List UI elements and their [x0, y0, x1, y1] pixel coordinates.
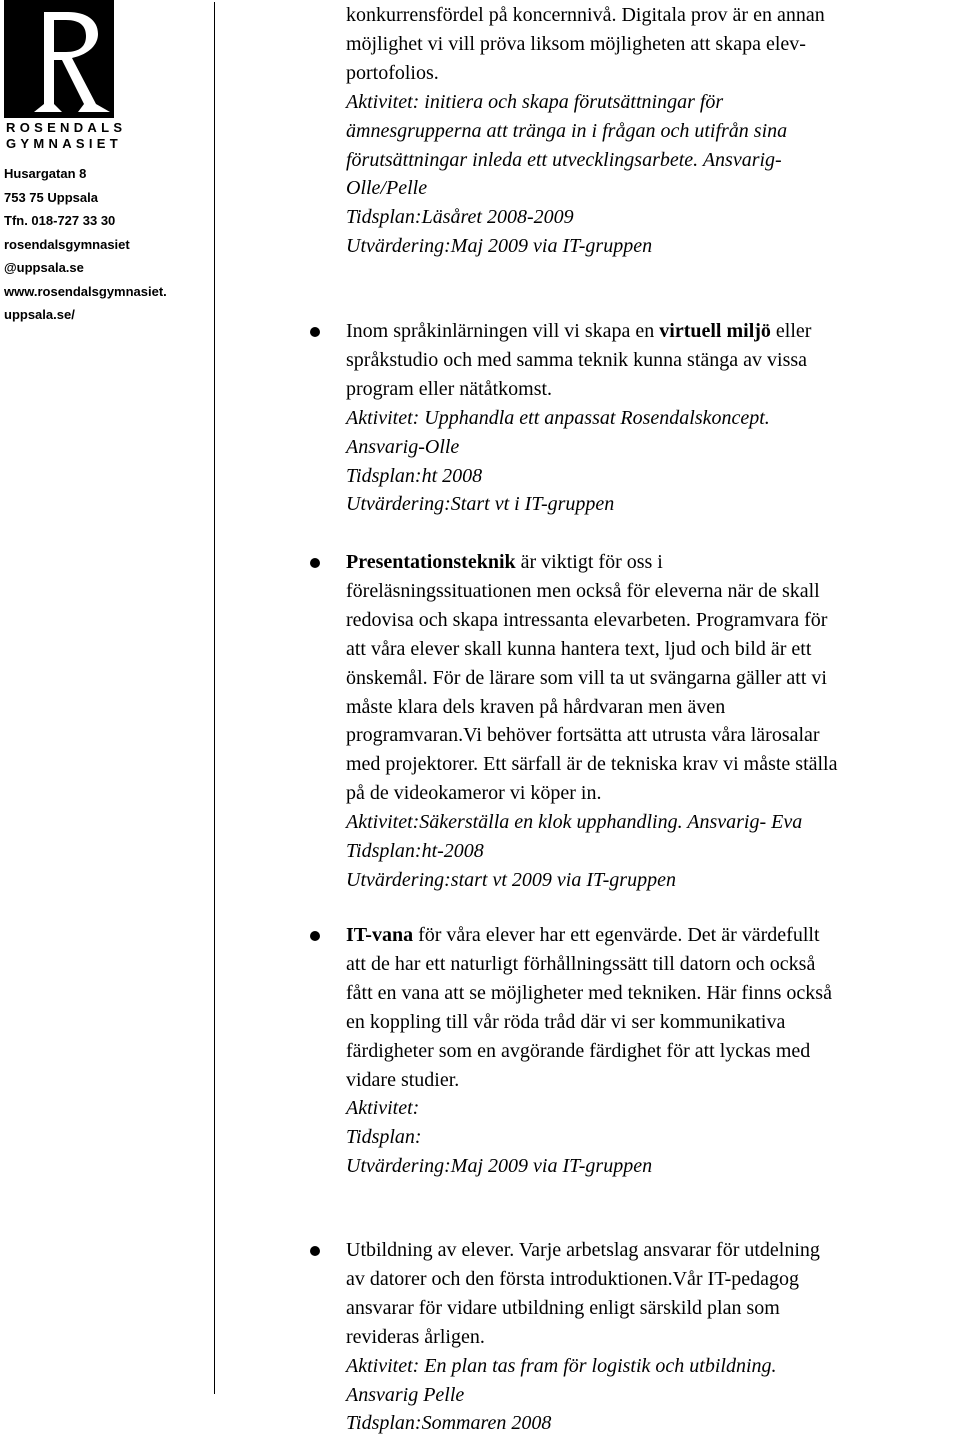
activity-line: ämnesgrupperna att tränga in i frågan och utifrån sina [346, 119, 788, 142]
timeline-line: Tidsplan:Läsåret 2008-2009 [346, 206, 574, 229]
r-logo-icon [4, 0, 114, 118]
text-line: färdigheter som en avgörande färdighet för att lyckas med [346, 1039, 811, 1062]
text-line: vidare studier. [346, 1068, 460, 1091]
text-line: att de har ett naturligt förhållningssätt till datorn och också [346, 952, 816, 975]
activity-line: Aktivitet: En plan tas fram för logistik och utbildning. [346, 1354, 777, 1377]
phone-number: Tfn. 018-727 33 30 [4, 213, 116, 228]
text-span: eller [770, 320, 812, 342]
text-line: måste klara dels kraven på hårdvaran men även [346, 695, 726, 718]
text-line: språkstudio och med samma teknik kunna stänga av vissa [346, 348, 808, 371]
timeline-line: Tidsplan: [346, 1126, 422, 1149]
text-line: portofolios. [346, 61, 439, 84]
responsible-line: Ansvarig-Olle [346, 435, 460, 458]
vertical-divider [214, 2, 215, 1394]
school-name-line1: ROSENDALS [6, 120, 127, 135]
school-logo [4, 0, 114, 118]
bullet-icon [310, 1246, 320, 1256]
activity-line: Aktivitet: Upphandla ett anpassat Rosendalskoncept. [346, 406, 770, 429]
intro-section [346, 1, 960, 261]
website-line2[interactable]: uppsala.se/ [4, 307, 75, 322]
bullet-icon [310, 558, 320, 568]
text-line: med projektorer. Ett särfall är de tekniska krav vi måste ställa [346, 753, 838, 776]
text-line: redovisa och skapa intressanta elevarbeten. Programvara för [346, 608, 828, 631]
text-span: för våra elever har ett egenvärde. Det är värdefullt [413, 924, 820, 946]
text-line: konkurrensfördel på koncernnivå. Digitala prov är en annan [346, 4, 825, 26]
address: Husargatan 8 [4, 166, 87, 181]
text-line: möjlighet vi vill pröva liksom möjligheten att skapa elev- [346, 32, 806, 55]
bullet-item-virtual-environment [346, 317, 960, 519]
activity-text: förutsättningar inleda ett utvecklingsarbete. [346, 148, 699, 171]
evaluation-line: Utvärdering:Maj 2009 via IT-gruppen [346, 235, 653, 258]
responsible-line: Ansvarig Pelle [346, 1383, 465, 1406]
postal-address: 753 75 Uppsala [4, 189, 98, 205]
sidebar [0, 0, 205, 1438]
text-span: Inom språkinlärningen vill vi skapa en [346, 320, 660, 342]
text-line: revideras årligen. [346, 1325, 485, 1348]
school-name-line2: GYMNASIET [6, 136, 122, 151]
bullet-icon [310, 327, 320, 337]
activity-text: Aktivitet:Säkerställa en klok upphandling. [346, 811, 683, 834]
timeline-line: Tidsplan:Sommaren 2008 [346, 1412, 552, 1435]
text-line: fått en vana att se möjligheter med tekniken. Här finns också [346, 981, 832, 1004]
bullet-item-presentation [346, 548, 960, 895]
responsible-line: Olle/Pelle [346, 177, 428, 200]
activity-line: Aktivitet: initiera och skapa förutsättningar för [346, 90, 724, 113]
text-line: önskemål. För de lärare som vill ta ut svängarna gäller att vi [346, 666, 827, 689]
bullet-icon [310, 931, 320, 941]
bold-term: virtuell miljö [659, 320, 771, 342]
responsible-label: Ansvarig- [702, 148, 782, 171]
timeline-line: Tidsplan:ht-2008 [346, 840, 484, 863]
evaluation-line: Utvärdering:start vt 2009 via IT-gruppen [346, 868, 676, 891]
text-line: program eller nätåtkomst. [346, 377, 553, 400]
email-line1[interactable]: rosendalsgymnasiet [4, 236, 130, 252]
evaluation-line: Utvärdering:Maj 2009 via IT-gruppen [346, 1155, 653, 1178]
text-line [346, 548, 960, 577]
responsible-text: Ansvarig- Eva [687, 811, 803, 834]
bold-term: IT-vana [346, 924, 414, 946]
text-line [346, 921, 960, 950]
text-line: Utbildning av elever. Varje arbetslag ansvarar för utdelning [346, 1239, 820, 1261]
activity-line: Aktivitet: [346, 1097, 420, 1120]
text-line: programvaran.Vi behöver fortsätta att utrusta våra lärosalar [346, 724, 820, 747]
activity-line [346, 808, 960, 837]
text-line: en koppling till vår röda tråd där vi ser kommunikativa [346, 1010, 786, 1033]
evaluation-line: Utvärdering:Start vt i IT-gruppen [346, 493, 615, 516]
email-line2[interactable]: @uppsala.se [4, 260, 84, 275]
text-span: är viktigt för oss i [515, 551, 663, 573]
text-line: föreläsningssituationen men också för eleverna när de skall [346, 579, 820, 602]
bullet-item-student-training [346, 1236, 960, 1438]
bullet-item-it-skills [346, 921, 960, 1181]
text-line: ansvarar för vidare utbildning enligt särskild plan som [346, 1296, 780, 1319]
timeline-line: Tidsplan:ht 2008 [346, 464, 483, 487]
text-line: att våra elever skall kunna hantera text, ljud och bild är ett [346, 637, 812, 660]
school-name [6, 120, 156, 152]
contact-info [4, 162, 204, 327]
website-line1[interactable]: www.rosendalsgymnasiet. [4, 283, 167, 299]
bold-term: Presentationsteknik [346, 551, 516, 573]
text-line [346, 317, 960, 346]
text-line: av datorer och den första introduktionen.Vår IT-pedagog [346, 1267, 799, 1290]
activity-line [346, 146, 960, 175]
text-line: på de videokameror vi köper in. [346, 782, 602, 805]
